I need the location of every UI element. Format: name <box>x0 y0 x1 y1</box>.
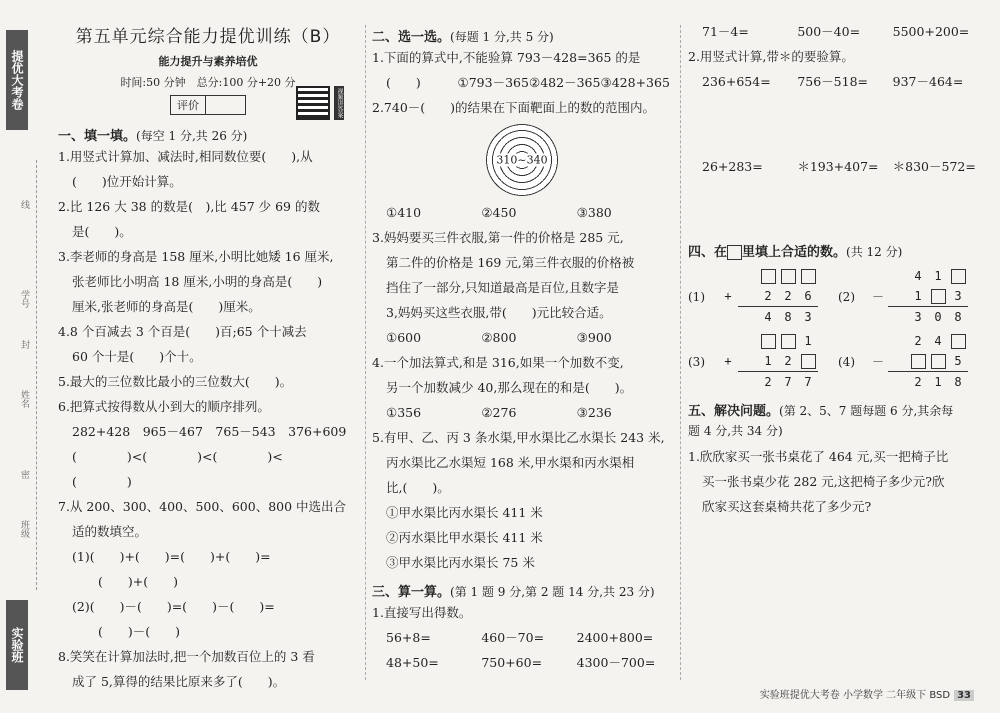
digit: 2 <box>764 289 772 303</box>
digit: 1 <box>934 375 942 389</box>
column-middle <box>372 22 672 675</box>
digit: 2 <box>914 375 922 389</box>
calc-item: 71－4= <box>702 24 749 39</box>
page-number: 33 <box>954 690 974 701</box>
question-line: 1.用竖式计算加、减法时,相同数位要( ),从 <box>58 149 313 164</box>
option: ②800 <box>481 330 517 345</box>
vertical-puzzle-4 <box>838 331 988 392</box>
calc-item: 756－518= <box>797 74 869 89</box>
footer-text: 实验班提优大考卷 小学数学 二年级下 BSD <box>759 690 951 701</box>
answer-box[interactable] <box>761 334 776 349</box>
options-row <box>372 70 672 95</box>
calc-row <box>688 154 988 179</box>
qr-tag: 视频讲答案 <box>336 88 343 118</box>
question-line: 4.8 个百减去 3 个百是( )百;65 个十减去 <box>58 324 307 339</box>
digit: 4 <box>764 310 772 324</box>
calc-item: 236+654= <box>702 74 771 89</box>
vertical-calc <box>718 331 818 392</box>
section-5-heading <box>688 400 988 419</box>
sidebar-top-band: 提优大考卷 <box>6 30 28 130</box>
question-line: 适的数填空。 <box>72 524 148 539</box>
puzzle-label: (1) <box>688 289 705 304</box>
vertical-calc <box>718 266 818 327</box>
question-line: 282+428 965－467 765－543 376+609 <box>72 424 347 439</box>
digit: 8 <box>954 375 962 389</box>
options-row <box>372 200 672 225</box>
puzzle-label: (3) <box>688 354 705 369</box>
question-line: 5.有甲、乙、丙 3 条水渠,甲水渠比乙水渠长 243 米, <box>372 430 665 445</box>
question-line: 另一个加数减少 40,那么现在的和是( )。 <box>386 380 633 395</box>
section-heading-text: 五、解决问题。 <box>688 404 780 419</box>
question-line: 6.把算式按得数从小到大的顺序排列。 <box>58 399 270 414</box>
section-3-heading <box>372 581 672 600</box>
digit: 2 <box>914 334 922 348</box>
operator: － <box>871 354 884 369</box>
option: ③428+365 <box>600 75 670 90</box>
digit: 5 <box>954 354 962 368</box>
option: ①600 <box>386 330 422 345</box>
answer-box[interactable] <box>951 334 966 349</box>
calc-row <box>688 19 988 44</box>
question-line: 成了 5,算得的结果比原来多了( )。 <box>72 674 286 689</box>
section-note-cont: 题 4 分,共 34 分) <box>688 424 783 438</box>
question-line: 2.740－( )的结果在下面靶面上的数的范围内。 <box>372 100 656 115</box>
option: ③236 <box>576 405 612 420</box>
puzzle-label: (4) <box>838 354 855 369</box>
question-line: 3.李老师的身高是 158 厘米,小明比她矮 16 厘米, <box>58 249 334 264</box>
sidebar-label: 班级 <box>19 520 29 538</box>
option: ①甲水渠比丙水渠长 411 米 <box>386 505 543 520</box>
digit: 0 <box>934 310 942 324</box>
calc-item: 48+50= <box>386 655 439 670</box>
digit: 2 <box>764 375 772 389</box>
calc-row <box>688 69 988 94</box>
answer-box[interactable] <box>781 334 796 349</box>
question-line: 张老师比小明高 18 厘米,小明的身高是( ) <box>72 274 323 289</box>
time-score: 时间:50 分钟 总分:100 分+20 分 <box>120 76 296 89</box>
cut-line <box>36 160 37 590</box>
evaluation-label: 评价 <box>170 95 206 115</box>
question-line: 7.从 200、300、400、500、600、800 中选出合 <box>58 499 347 514</box>
option: ②450 <box>481 205 517 220</box>
vertical-calc <box>868 331 968 392</box>
sidebar-bottom-band: 实验班 <box>6 600 28 690</box>
answer-box[interactable] <box>951 269 966 284</box>
section-heading-text: 四、在 <box>688 245 728 260</box>
sidebar-label: 封 <box>19 340 29 349</box>
question-line: 是( )。 <box>72 224 132 239</box>
blank-box-icon <box>727 245 742 260</box>
calc-item: 460－70= <box>481 630 545 645</box>
section-heading-text: 一、填一填。 <box>58 129 137 144</box>
section-note: (第 2、5、7 题每题 6 分,其余每 <box>779 404 954 418</box>
operator: + <box>724 354 732 368</box>
question-line: ( )+( ) <box>98 574 178 589</box>
calc-item: ＊193+407= <box>797 159 879 174</box>
question-line: ( ) <box>72 474 132 489</box>
page-footer <box>760 686 974 701</box>
digit: 4 <box>934 334 942 348</box>
question-line: ( )位开始计算。 <box>72 174 182 189</box>
question-line: 1.欣欣家买一张书桌花了 464 元,买一把椅子比 <box>688 449 949 464</box>
calc-row <box>372 650 672 675</box>
question-line: 比,( )。 <box>386 480 450 495</box>
sidebar-label: 线 <box>19 200 29 209</box>
answer-box[interactable] <box>781 269 796 284</box>
section-note: (共 12 分) <box>846 245 903 259</box>
calc-row <box>372 625 672 650</box>
question-line: 8.笑笑在计算加法时,把一个加数百位上的 3 看 <box>58 649 315 664</box>
question-line: 3,妈妈买这些衣服,带( )元比较合适。 <box>386 305 612 320</box>
sidebar-label: 密 <box>19 470 29 479</box>
section-note: (每空 1 分,共 26 分) <box>136 129 248 143</box>
digit: 1 <box>804 334 812 348</box>
sidebar-label: 学号 <box>19 290 29 308</box>
question-line: (1)( )+( )=( )+( )= <box>72 549 271 564</box>
target-icon <box>486 124 558 196</box>
digit: 3 <box>804 310 812 324</box>
option: ②276 <box>481 405 517 420</box>
column-divider <box>680 25 681 680</box>
calc-item: 26+283= <box>702 159 763 174</box>
question-line: (2)( )－( )=( )－( )= <box>72 599 275 614</box>
puzzle-label: (2) <box>838 289 855 304</box>
option: ②482－365 <box>529 75 601 90</box>
page-title: 第五单元综合能力提优训练（B） <box>75 27 341 47</box>
digit: 7 <box>804 375 812 389</box>
operator: + <box>724 289 732 303</box>
vertical-puzzle-2 <box>838 266 988 327</box>
question-line: 2.用竖式计算,带＊的要验算。 <box>688 49 854 64</box>
vertical-puzzle-1 <box>688 266 838 327</box>
answer-blank: ( ) <box>386 75 421 90</box>
section-4-heading <box>688 241 988 260</box>
question-line: 买一张书桌少花 282 元,这把椅子多少元?欣 <box>702 474 945 489</box>
target-range: 310~340 <box>496 153 548 167</box>
question-line: 1.直接写出得数。 <box>372 605 472 620</box>
calc-item: 750+60= <box>481 655 543 670</box>
calc-item: 56+8= <box>386 630 431 645</box>
digit: 7 <box>784 375 792 389</box>
evaluation-blank[interactable] <box>206 95 246 115</box>
section-heading-text: 二、选一选。 <box>372 30 451 45</box>
section-note: (第 1 题 9 分,第 2 题 14 分,共 23 分) <box>450 585 655 599</box>
calc-item: ＊830－572= <box>892 159 976 174</box>
vertical-calc <box>868 266 968 327</box>
section-heading-text: 里填上合适的数。 <box>742 245 847 260</box>
operator: － <box>871 289 884 304</box>
answer-box[interactable] <box>801 354 816 369</box>
sidebar <box>0 0 38 713</box>
calc-item: 5500+200= <box>892 24 970 39</box>
vertical-puzzles-row <box>688 331 988 392</box>
question-line: 60 个十是( )个十。 <box>72 349 202 364</box>
calc-item: 2400+800= <box>576 630 654 645</box>
digit: 1 <box>934 269 942 283</box>
question-line: 欣家买这套桌椅共花了多少元? <box>702 499 872 514</box>
digit: 2 <box>784 354 792 368</box>
option: ①356 <box>386 405 422 420</box>
qr-code-icon[interactable] <box>296 86 330 120</box>
options-row <box>372 400 672 425</box>
section-1-heading <box>58 125 358 144</box>
digit: 3 <box>954 289 962 303</box>
option: ③380 <box>576 205 612 220</box>
work-space[interactable] <box>688 94 988 154</box>
answer-box[interactable] <box>911 354 926 369</box>
column-divider <box>365 25 366 680</box>
question-line: 挡住了一部分,只知道最高是百位,且数字是 <box>386 280 619 295</box>
digit: 1 <box>764 354 772 368</box>
question-line: 4.一个加法算式,和是 316,如果一个加数不变, <box>372 355 624 370</box>
vertical-puzzles-row <box>688 266 988 327</box>
question-line: 丙水渠比乙水渠短 168 米,甲水渠和丙水渠相 <box>386 455 635 470</box>
calc-item: 4300－700= <box>576 655 656 670</box>
question-line: ( )<( )<( )< <box>72 449 283 464</box>
question-line: 3.妈妈要买三件衣服,第一件的价格是 285 元, <box>372 230 624 245</box>
work-space[interactable] <box>688 179 988 235</box>
digit: 8 <box>784 310 792 324</box>
answer-box[interactable] <box>931 354 946 369</box>
option: ①410 <box>386 205 422 220</box>
calc-item: 937－464= <box>892 74 964 89</box>
column-left <box>58 22 358 694</box>
answer-box[interactable] <box>761 269 776 284</box>
section-2-heading <box>372 26 672 45</box>
option: ②丙水渠比甲水渠长 411 米 <box>386 530 543 545</box>
question-line: 5.最大的三位数比最小的三位数大( )。 <box>58 374 293 389</box>
option: ③900 <box>576 330 612 345</box>
digit: 2 <box>784 289 792 303</box>
digit: 3 <box>914 310 922 324</box>
vertical-puzzle-3 <box>688 331 838 392</box>
question-line: 1.下面的算式中,不能验算 793－428=365 的是 <box>372 50 641 65</box>
question-line: 第二件的价格是 169 元,第三件衣服的价格被 <box>386 255 635 270</box>
section-note: (每题 1 分,共 5 分) <box>450 30 554 44</box>
options-row <box>372 325 672 350</box>
section-heading-text: 三、算一算。 <box>372 585 451 600</box>
question-line: 厘米,张老师的身高是( )厘米。 <box>72 299 261 314</box>
digit: 8 <box>954 310 962 324</box>
question-line: 2.比 126 大 38 的数是( ),比 457 少 69 的数 <box>58 199 320 214</box>
question-line: ( )－( ) <box>98 624 181 639</box>
calc-item: 500－40= <box>797 24 861 39</box>
sidebar-label: 姓名 <box>19 390 29 408</box>
digit: 1 <box>914 289 922 303</box>
column-right <box>688 22 988 519</box>
option: ③甲水渠比丙水渠长 75 米 <box>386 555 535 570</box>
option: ①793－365 <box>457 75 529 90</box>
answer-box[interactable] <box>931 289 946 304</box>
digit: 4 <box>914 269 922 283</box>
page-subtitle: 能力提升与素养培优 <box>158 55 258 68</box>
digit: 6 <box>804 289 812 303</box>
answer-box[interactable] <box>801 269 816 284</box>
